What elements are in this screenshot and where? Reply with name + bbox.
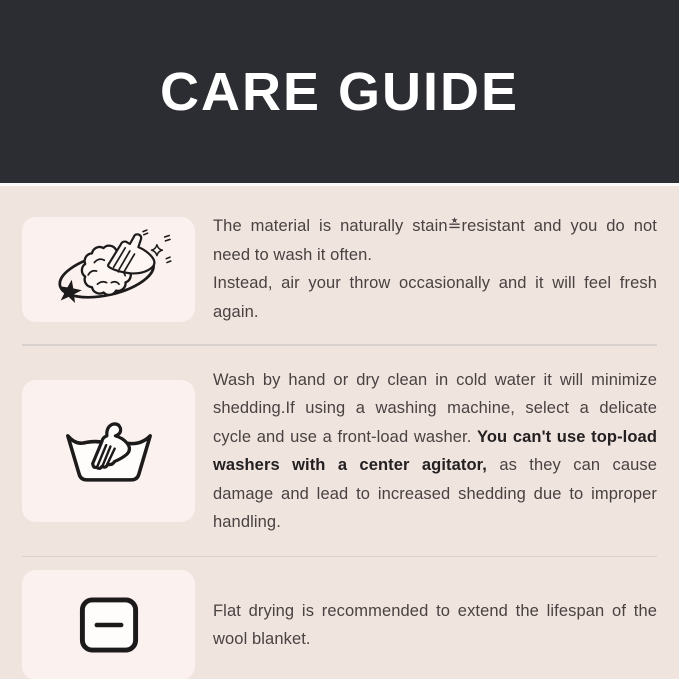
content (0, 186, 679, 679)
airing-text (213, 212, 657, 326)
flat-dry-icon (71, 590, 147, 660)
hand-wash-text-post: as they can cause damage and lead to increased shedding due to improper handling. (213, 456, 657, 531)
flat-dry-text-line1: Flat drying is recommended to extend the lifespan of the wool blanket. (213, 601, 657, 648)
hand-wash-text-bold: You can't use top-load washers with a center agitator, (213, 427, 657, 474)
section-airing (22, 212, 657, 326)
flat-dry-text (213, 597, 657, 654)
hand-wash-icon (59, 416, 159, 487)
page-title: CARE GUIDE (159, 61, 520, 122)
icon-card-airing (22, 217, 195, 322)
section-divider (22, 344, 657, 346)
airing-text-line2: Instead, air your throw occasionally and it will feel fresh again. (213, 274, 657, 321)
icon-card-flat-dry (22, 570, 195, 679)
hand-wash-text-pre: Wash by hand or dry clean in cold water it will minimize shedding.If using a washing machine, select a delicate cycle and use a front-load washer. (213, 370, 657, 446)
section-divider (22, 556, 657, 558)
dusting-hand-sparkle-icon (43, 227, 175, 312)
section-hand-wash (22, 366, 657, 537)
header (0, 0, 679, 183)
hand-wash-text (213, 366, 657, 537)
airing-text-line1: The material is naturally stain≛resistant and you do not need to wash it often. (213, 217, 657, 264)
section-flat-dry (22, 570, 657, 679)
icon-card-hand-wash (22, 380, 195, 522)
